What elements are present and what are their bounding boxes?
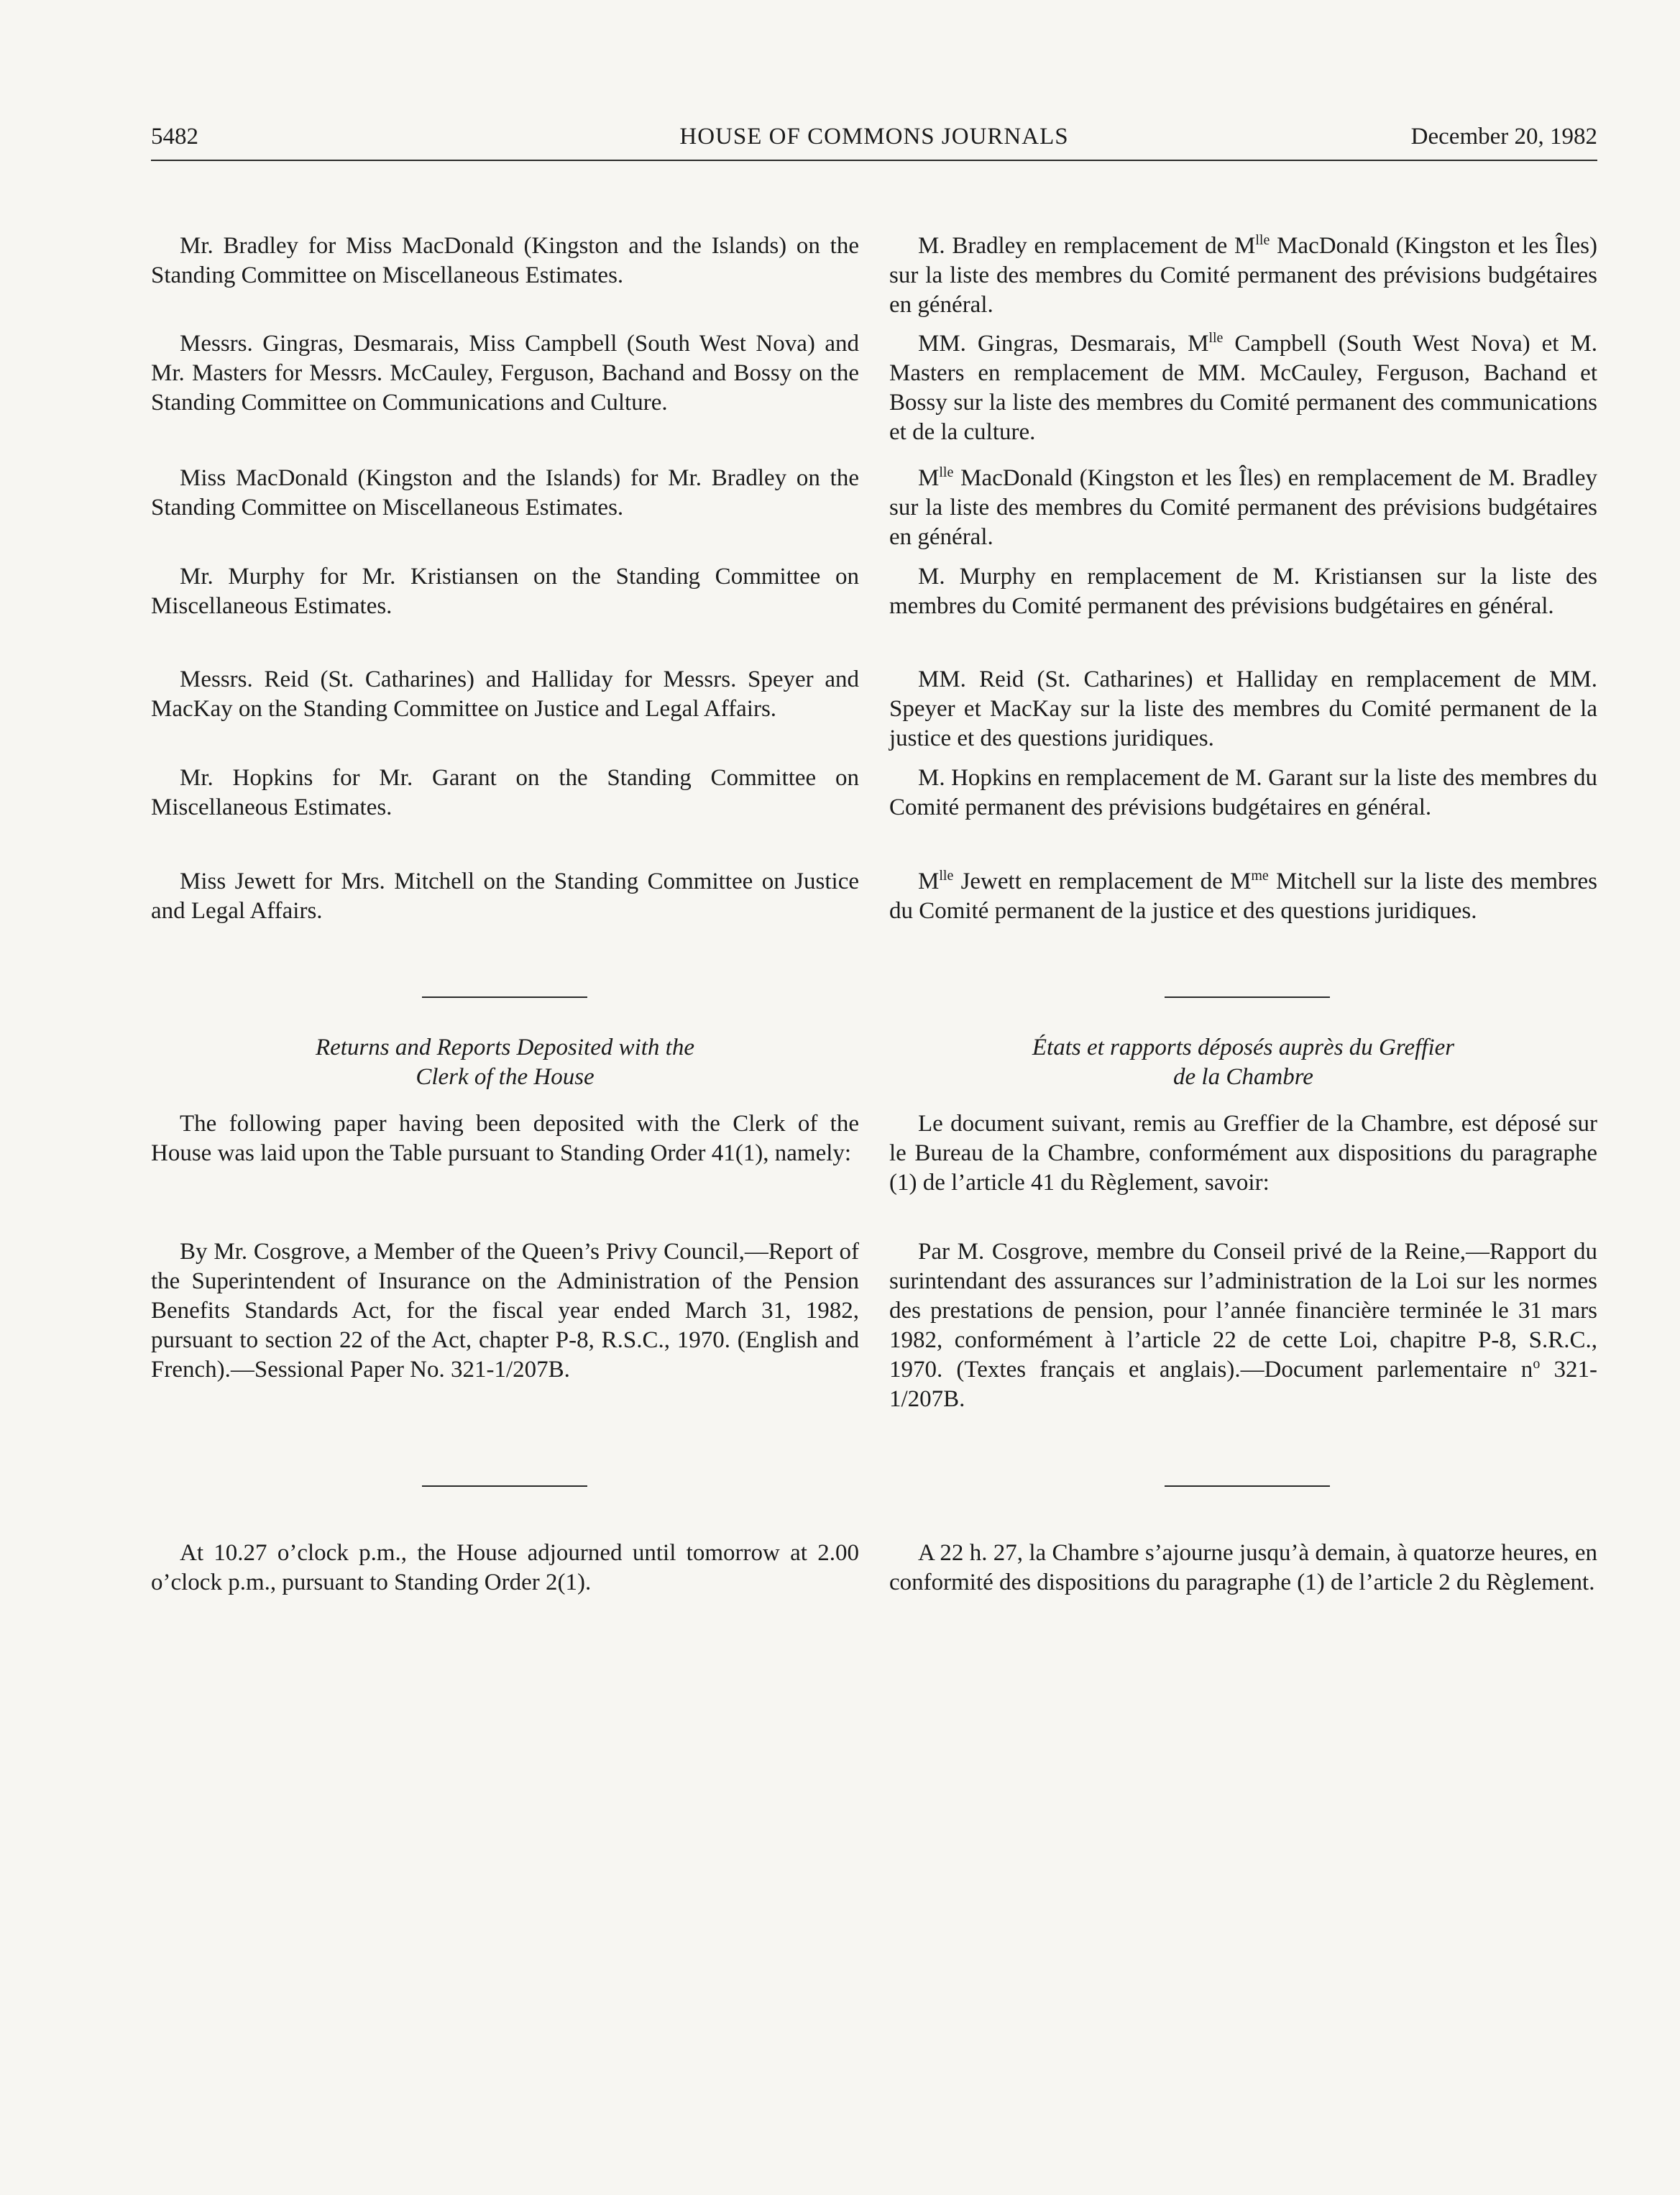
en-heading-line-2: Clerk of the House [416, 1064, 595, 1090]
en-paragraph-9: By Mr. Cosgrove, a Member of the Queen’s Privy Council,—Report of the Superintendent of Insurance on the Administration of the Pension Benefits Standards Act, for the fiscal year ended March 31, 1982, pursuant to section 22 of the Act, chapter P-8, R.S.C., 1970. (English and French).—Sessional Paper No. 321-1/207B. [151, 1239, 859, 1383]
fr-paragraph-4: M. Murphy en remplacement de M. Kristiansen sur la liste des membres du Comité permanent des prévisions budgétaires en général. [889, 564, 1597, 619]
journal-title: HOUSE OF COMMONS JOURNALS [679, 124, 1069, 150]
fr-section-heading [889, 1033, 1597, 1092]
fr-paragraph-8: Le document suivant, remis au Greffier de la Chambre, est déposé sur le Bureau de la Chambre, conformément aux dispositions du paragraphe (1) de l’article 41 du Règlement, savoir: [889, 1111, 1597, 1196]
page-number: 5482 [151, 124, 198, 150]
fr-paragraph-6: M. Hopkins en remplacement de M. Garant sur la liste des membres du Comité permanent des prévisions budgétaires en général. [889, 765, 1597, 820]
fr-paragraph-2: MM. Gingras, Desmarais, $M^{lle}$ Campbell (South West Nova) et M. Masters en remplacement de MM. McCauley, Ferguson, Bachand et Bossy sur la liste des membres du Comité permanent des communications et de la culture. [889, 330, 1597, 445]
fr-paragraph-9: Par M. Cosgrove, membre du Conseil privé de la Reine,—Rapport du surintendant des assurances sur l’administration de la Loi sur les normes des prestations de pension, pour l’année financière terminée le 31 mars 1982, conformément à l’article 22 de cette Loi, chapitre P-8, S.R.C., 1970. (Textes français et anglais).—Document parlementaire $n^o$ 321-1/207B. [889, 1239, 1597, 1412]
fr-paragraph-7: $M^{lle}$ Jewett en remplacement de $M^{me}$ Mitchell sur la liste des membres du Comité permanent de la justice et des questions juridiques. [889, 868, 1597, 924]
en-paragraph-10: At 10.27 o’clock p.m., the House adjourned until tomorrow at 2.00 o’clock p.m., pursuant to Standing Order 2(1). [151, 1540, 859, 1595]
en-paragraph-8: The following paper having been deposited with the Clerk of the House was laid upon the Table pursuant to Standing Order 41(1), namely: [151, 1111, 859, 1166]
page-header [151, 124, 1597, 160]
en-paragraph-1: Mr. Bradley for Miss MacDonald (Kingston and the Islands) on the Standing Committee on Miscellaneous Estimates. [151, 233, 859, 288]
en-separator-2 [422, 1485, 587, 1487]
fr-paragraph-3: $M^{lle}$ MacDonald (Kingston et les Îles) en remplacement de M. Bradley sur la liste des membres du Comité permanent des prévisions budgétaires en général. [889, 464, 1597, 550]
fr-separator-1 [1165, 996, 1330, 998]
fr-heading-line-1: États et rapports déposés auprès du Greffier [1032, 1035, 1455, 1060]
en-section-heading [151, 1033, 859, 1092]
fr-paragraph-5: MM. Reid (St. Catharines) et Halliday en remplacement de MM. Speyer et MacKay sur la liste des membres du Comité permanent de la justice et des questions juridiques. [889, 666, 1597, 751]
en-paragraph-2: Messrs. Gingras, Desmarais, Miss Campbell (South West Nova) and Mr. Masters for Messrs. McCauley, Ferguson, Bachand and Bossy on the Standing Committee on Communications and Culture. [151, 331, 859, 416]
fr-paragraph-10: A 22 h. 27, la Chambre s’ajourne jusqu’à demain, à quatorze heures, en conformité des dispositions du paragraphe (1) de l’article 2 du Règlement. [889, 1540, 1597, 1595]
en-separator-1 [422, 996, 587, 998]
fr-separator-2 [1165, 1485, 1330, 1487]
en-heading-line-1: Returns and Reports Deposited with the [315, 1035, 695, 1060]
en-paragraph-6: Mr. Hopkins for Mr. Garant on the Standing Committee on Miscellaneous Estimates. [151, 765, 859, 820]
fr-heading-line-2: de la Chambre [1173, 1064, 1313, 1090]
fr-paragraph-1: M. Bradley en remplacement de $M^{lle}$ MacDonald (Kingston et les Îles) sur la liste des membres du Comité permanent des prévisions budgétaires en général. [889, 232, 1597, 318]
en-paragraph-4: Mr. Murphy for Mr. Kristiansen on the Standing Committee on Miscellaneous Estimates. [151, 564, 859, 619]
en-paragraph-3: Miss MacDonald (Kingston and the Islands) for Mr. Bradley on the Standing Committee on Miscellaneous Estimates. [151, 465, 859, 521]
en-paragraph-7: Miss Jewett for Mrs. Mitchell on the Standing Committee on Justice and Legal Affairs. [151, 869, 859, 924]
journal-date: December 20, 1982 [1410, 124, 1597, 150]
header-rule [151, 160, 1597, 161]
en-paragraph-5: Messrs. Reid (St. Catharines) and Halliday for Messrs. Speyer and MacKay on the Standing Committee on Justice and Legal Affairs. [151, 666, 859, 722]
